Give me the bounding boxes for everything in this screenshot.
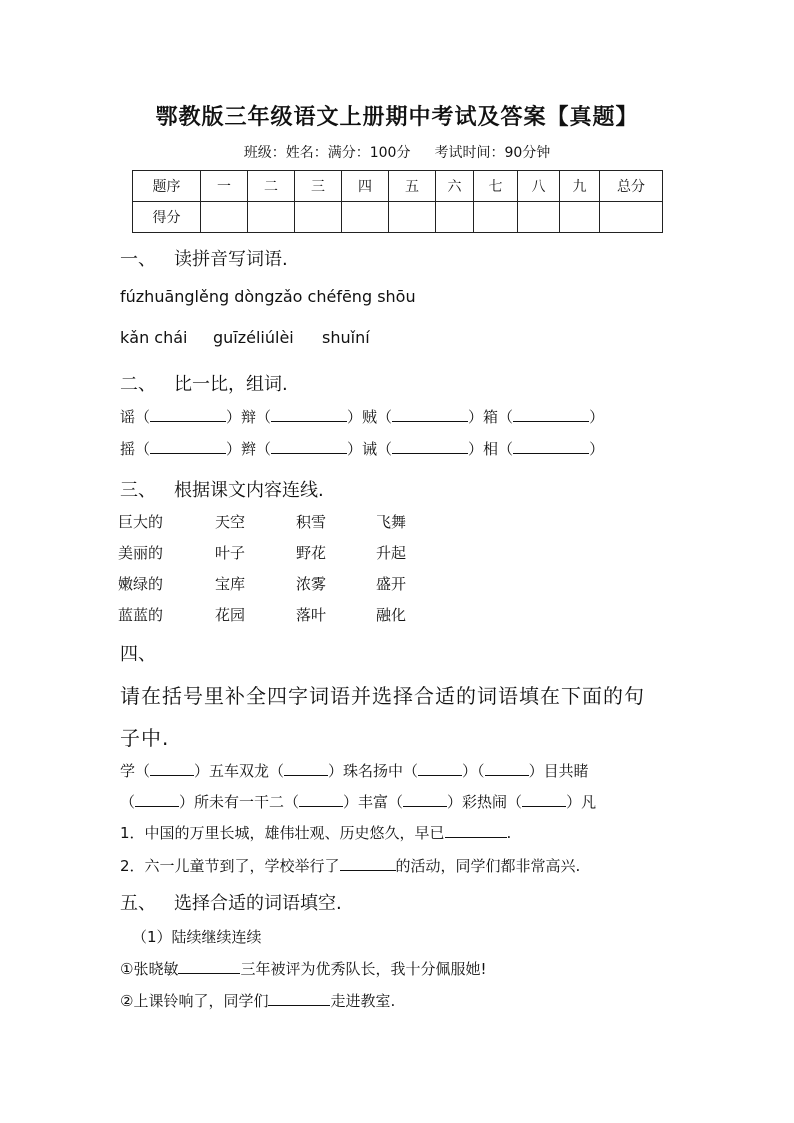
answer-blank[interactable] — [271, 439, 347, 454]
score-cell[interactable] — [342, 202, 389, 233]
header-cell: 七 — [474, 171, 518, 202]
match-item[interactable]: 升起 — [376, 544, 407, 562]
section-number: 二、 — [120, 374, 156, 395]
score-cell[interactable] — [295, 202, 342, 233]
match-item[interactable]: 野花 — [296, 544, 327, 562]
score-cell[interactable] — [518, 202, 560, 233]
header-cell: 三 — [295, 171, 342, 202]
section-1-heading — [120, 245, 288, 271]
score-cell[interactable] — [560, 202, 600, 233]
score-cell[interactable] — [436, 202, 474, 233]
header-cell: 二 — [248, 171, 295, 202]
match-item[interactable]: 盛开 — [376, 575, 407, 593]
exam-time: 考试时间：90分钟 — [434, 145, 551, 161]
idiom-row-2: （ ）所未有一干二（ ）丰富（ ）彩热闹（ ）凡 — [120, 793, 597, 811]
header-cell: 八 — [518, 171, 560, 202]
header-cell: 九 — [560, 171, 600, 202]
exam-info — [0, 142, 794, 162]
match-item[interactable]: 美丽的 — [118, 544, 164, 562]
match-item[interactable]: 花园 — [215, 606, 246, 624]
score-cell[interactable] — [600, 202, 663, 233]
section-number: 一、 — [120, 249, 156, 270]
answer-blank[interactable] — [268, 991, 330, 1006]
page-title: 鄂教版三年级语文上册期中考试及答案【真题】 — [155, 104, 639, 130]
match-item[interactable]: 落叶 — [296, 606, 327, 624]
question-5-1: ①张晓敏 三年被评为优秀队长，我十分佩服她! — [120, 960, 487, 978]
section-title: 根据课文内容连线. — [174, 480, 324, 501]
pinyin-word: shuǐní — [322, 328, 370, 347]
match-item[interactable]: 叶子 — [215, 544, 246, 562]
answer-blank[interactable] — [418, 761, 462, 776]
answer-blank[interactable] — [340, 856, 396, 871]
answer-blank[interactable] — [150, 439, 226, 454]
compare-row-1: 谣（ ）辩（ ）贼（ ）箱（ ） — [120, 408, 605, 426]
pinyin-line-1: fúzhuānglěng dòngzǎo chéfēng shōu — [120, 287, 416, 306]
score-table-header-row — [133, 171, 663, 202]
answer-blank[interactable] — [135, 792, 179, 807]
answer-blank[interactable] — [299, 792, 343, 807]
idiom-row-1: 学（ ）五车双龙（ ）珠名扬中（ ）（ ）目共睹 — [120, 762, 589, 780]
match-item[interactable]: 浓雾 — [296, 575, 327, 593]
match-item[interactable]: 宝库 — [215, 575, 246, 593]
header-cell: 四 — [342, 171, 389, 202]
match-item[interactable]: 巨大的 — [118, 513, 164, 531]
answer-blank[interactable] — [513, 439, 589, 454]
score-table-score-row — [133, 202, 663, 233]
header-cell: 五 — [389, 171, 436, 202]
section-2-heading — [120, 370, 288, 396]
section-5-sub: （1）陆续继续连续 — [132, 928, 262, 946]
score-table — [132, 170, 663, 233]
row-label: 得分 — [133, 202, 201, 233]
answer-blank[interactable] — [485, 761, 529, 776]
question-4-1: 1．中国的万里长城，雄伟壮观、历史悠久，早已 . — [120, 824, 512, 842]
score-cell[interactable] — [201, 202, 248, 233]
answer-blank[interactable] — [445, 823, 507, 838]
section-3-heading — [120, 476, 324, 502]
class-name-score: 班级：姓名：满分：100分 — [243, 145, 411, 161]
answer-blank[interactable] — [271, 407, 347, 422]
section-title: 比一比，组词. — [174, 374, 288, 395]
match-item[interactable]: 积雪 — [296, 513, 327, 531]
header-cell: 六 — [436, 171, 474, 202]
question-4-2: 2．六一儿童节到了，学校举行了 的活动，同学们都非常高兴. — [120, 857, 581, 875]
match-item[interactable]: 飞舞 — [376, 513, 407, 531]
section-4-number: 四、 — [120, 644, 156, 665]
pinyin-word: guīzéliúlèi — [213, 328, 294, 347]
score-cell[interactable] — [389, 202, 436, 233]
compare-row-2: 摇（ ）辫（ ）诫（ ）相（ ） — [120, 440, 605, 458]
answer-blank[interactable] — [150, 761, 194, 776]
section-number: 五、 — [120, 893, 156, 914]
match-item[interactable]: 融化 — [376, 606, 407, 624]
answer-blank[interactable] — [150, 407, 226, 422]
match-item[interactable]: 天空 — [215, 513, 246, 531]
answer-blank[interactable] — [513, 407, 589, 422]
header-cell: 题序 — [133, 171, 201, 202]
answer-blank[interactable] — [284, 761, 328, 776]
answer-blank[interactable] — [522, 792, 566, 807]
score-cell[interactable] — [474, 202, 518, 233]
match-item[interactable]: 嫩绿的 — [118, 575, 164, 593]
match-item[interactable]: 蓝蓝的 — [118, 606, 164, 624]
section-title: 读拼音写词语. — [174, 249, 288, 270]
header-cell: 一 — [201, 171, 248, 202]
section-4-title-line-1: 请在括号里补全四字词语并选择合适的词语填在下面的句 — [120, 684, 645, 708]
score-cell[interactable] — [248, 202, 295, 233]
answer-blank[interactable] — [178, 959, 240, 974]
answer-blank[interactable] — [392, 439, 468, 454]
question-5-2: ②上课铃响了，同学们 走进教室. — [120, 992, 396, 1010]
section-number: 三、 — [120, 480, 156, 501]
section-title: 选择合适的词语填空. — [174, 893, 342, 914]
answer-blank[interactable] — [392, 407, 468, 422]
pinyin-word: kǎn chái — [120, 328, 188, 347]
section-4-title-line-2: 子中. — [120, 726, 170, 750]
answer-blank[interactable] — [403, 792, 447, 807]
section-5-heading — [120, 889, 342, 915]
header-cell: 总分 — [600, 171, 663, 202]
